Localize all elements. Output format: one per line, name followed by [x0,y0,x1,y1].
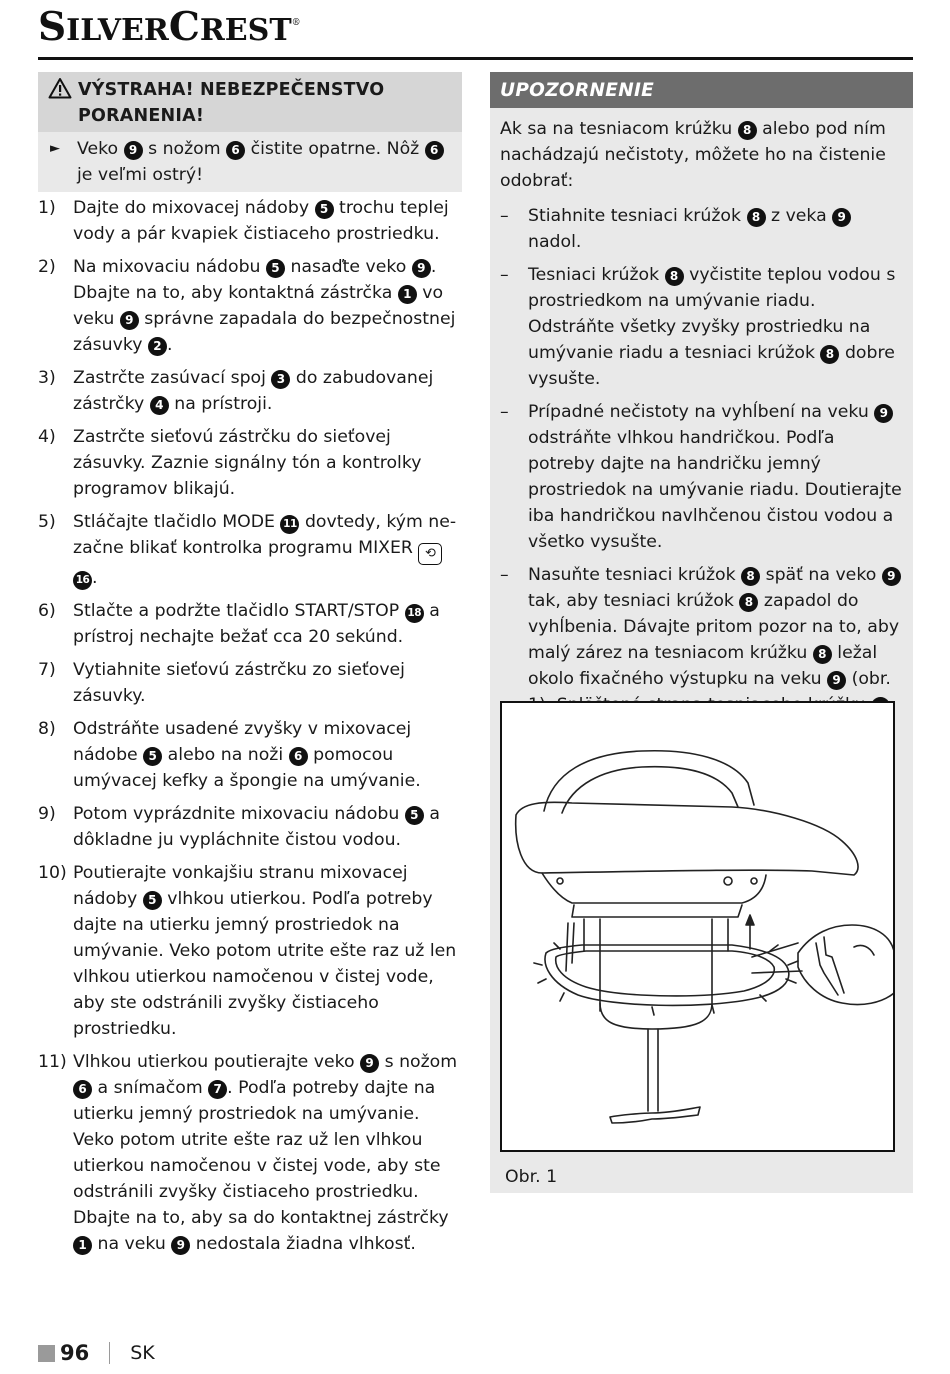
figure-lid-seal-illustration [500,701,895,1152]
reference-number-badge: 9 [412,259,431,278]
warning-bullet [38,132,462,192]
step-item: 2) Na mixovaciu nádobu 5 nasaďte veko 9 . Dbajte na to, aby kontaktná zástrčka 1 vo veku 9 správne zapadala do bezpečnostnej zásuvky 2 . [38,257,456,355]
reference-number-badge: 8 [747,208,766,227]
reference-number-badge: 1 [73,1236,92,1255]
left-column [38,72,462,1264]
reference-number-badge: 9 [882,567,901,586]
step-item: 4) Zastrčte sieťovú zástrčku do sieťovej zásuvky. Zaznie signálny tón a kontrolky programov blikajú. [38,427,422,499]
arrow-right-icon: ► [50,141,60,156]
step-item: 11) Vlhkou utierkou poutierajte veko 9 s nožom 6 a snímačom 7 . Podľa potreby dajte na utierku jemný prostriedok na umývanie. Veko potom utrite ešte raz už len vlhkou utierkou namočenou v čistej vode, aby ste odstránili zvyšky čistiaceho prostriedku. Dbajte na to, aby sa do kontaktnej zástrčky 1 na veku 9 nedostala žiadna vlhkosť. [38,1052,458,1254]
reference-number-badge: 11 [280,515,299,534]
reference-number-badge: 5 [143,747,162,766]
reference-number-badge: 9 [124,141,143,160]
header-rule [38,57,913,60]
reference-number-badge: 5 [143,891,162,910]
warning-box [38,72,462,192]
reference-number-badge: 8 [739,593,758,612]
reference-number-badge: 9 [171,1236,190,1255]
list-item: – Stiahnite tesniaci krúžok 8 z veka 9 nadol. [500,203,903,255]
reference-number-badge: 7 [208,1080,227,1099]
reference-number-badge: 6 [425,141,444,160]
reference-number-badge: 9 [360,1054,379,1073]
page-footer [38,1341,155,1365]
reference-number-badge: 18 [405,604,424,623]
list-item: – Tesniaci krúžok 8 vyčistite teplou vodou s prostriedkom na umývanie riadu. Odstráňte všetky zvyšky prostriedku na umývanie riadu a tesniaci krúžok 8 dobre vysušte. [500,265,896,389]
step-item: 6) Stlačte a podržte tlačidlo START/STOP 18 a prístroj nechajte bežať cca 20 sekúnd. [38,601,440,647]
reference-number-badge: 8 [738,121,757,140]
note-box [490,72,913,1193]
note-title: UPOZORNENIE [490,72,913,108]
step-item: 9) Potom vyprázdnite mixovaciu nádobu 5 a dôkladne ju vypláchnite čistou vodou. [38,804,440,850]
reference-number-badge: 8 [820,345,839,364]
reference-number-badge: 9 [120,311,139,330]
reference-number-badge: 6 [226,141,245,160]
note-intro: Ak sa na tesniacom krúžku 8 alebo pod ním nachádzajú nečistoty, môžete ho na čistenie odobrať: [500,119,886,191]
footer-divider [109,1342,110,1364]
reference-number-badge: 8 [741,567,760,586]
lid-seal-drawing [502,703,893,1150]
step-item: 5) Stláčajte tlačidlo MODE 11 dovtedy, kým nezačne blikať kontrolka programu MIXER ⟲ 16 . [38,512,457,588]
reference-number-badge: 6 [289,747,308,766]
list-item: – Nasuňte tesniaci krúžok 8 späť na veko 9 tak, aby tesniaci krúžok 8 zapadol do vyhĺbenia. Dávajte pritom pozor na to, aby malý zárez na tesniacom krúžku 8 ležal okolo fixačného výstupku na veku 9 (obr. [500,562,903,770]
step-item: 8) Odstráňte usadené zvyšky v mixovacej nádobe 5 alebo na noži 6 pomocou umývacej kefky a špongie na umývanie. [38,719,421,791]
reference-number-badge: 2 [148,337,167,356]
step-item: 7) Vytiahnite sieťovú zástrčku zo sieťovej zásuvky. [38,660,405,706]
warning-triangle-icon [48,77,78,129]
reference-number-badge: 5 [405,806,424,825]
reference-number-badge: 9 [874,404,893,423]
language-code: SK [130,1342,155,1364]
warning-bullet-text: Veko 9 s nožom 6 čistite opatrne. Nôž 6 je veľmi ostrý! [77,136,452,188]
note-list [490,203,913,770]
reference-number-badge: 16 [73,571,92,590]
reference-number-badge: 6 [73,1080,92,1099]
figure-caption: Obr. 1 [505,1167,558,1187]
page-number: 96 [60,1341,90,1365]
cleaning-steps [38,195,462,1257]
reference-number-badge: 4 [150,396,169,415]
brand-logo: SILVERCREST® [38,4,301,50]
reference-number-badge: 8 [665,267,684,286]
reference-number-badge: 5 [266,259,285,278]
step-item: 10) Poutierajte vonkajšiu stranu mixovacej nádoby 5 vlhkou utierkou. Podľa potreby dajte na utierku jemný prostriedok na umývanie. Veko potom utrite ešte raz už len vlhkou utierkou namočenou v čistej vode, aby ste odstránili zvyšky čistiaceho prostriedku. [38,863,457,1039]
step-item: 3) Zastrčte zasúvací spoj 3 do zabudovanej zástrčky 4 na prístroji. [38,368,434,414]
reference-number-badge: 8 [813,645,832,664]
list-item: – Prípadné nečistoty na vyhĺbení na veku 9 odstráňte vlhkou handričkou. Podľa potreby dajte na handričku jemný prostriedok na umývanie riadu. Doutierajte iba handričkou navlhčenou čistou vodou a všetko vysušte. [500,402,902,552]
reference-number-badge: 1 [398,285,417,304]
reference-number-badge: 3 [271,370,290,389]
mixer-program-icon: ⟲ [418,543,442,565]
reference-number-badge: 9 [832,208,851,227]
warning-title: VÝSTRAHA! NEBEZPEČENSTVO PORANENIA! [78,80,385,126]
warning-heading [38,72,462,132]
reference-number-badge: 9 [827,671,846,690]
step-item: 1) Dajte do mixovacej nádoby 5 trochu teplej vody a pár kvapiek čistiaceho prostriedku. [38,198,449,244]
footer-square-icon [38,1345,55,1362]
reference-number-badge: 5 [315,200,334,219]
